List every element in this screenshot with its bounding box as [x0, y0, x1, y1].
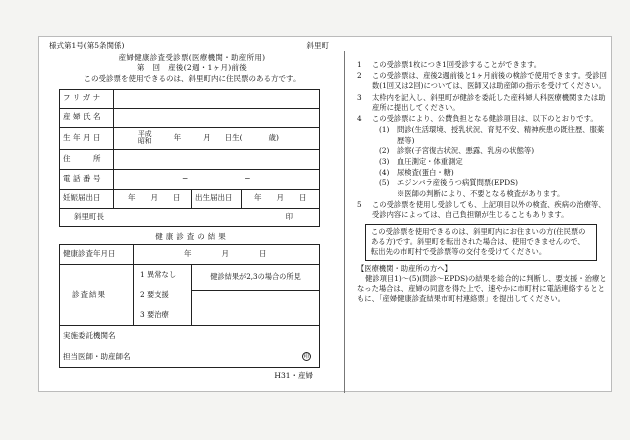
pregnancy-notice-date[interactable]: 年 月 日 [114, 190, 192, 208]
mayor-label: 斜里町長 [74, 211, 104, 221]
name-field[interactable] [114, 109, 319, 127]
row-furigana [60, 90, 319, 108]
doctor-seal-icon: 印 [303, 353, 310, 361]
row-exam-result [60, 264, 319, 325]
sub-item-4: (4) 尿検査(蛋白・糖) [379, 167, 454, 177]
exam-date-field[interactable]: 年 月 日 [184, 249, 267, 259]
birth-notice-date[interactable]: 年 月 日 [254, 193, 307, 203]
pregnancy-notice-label: 妊娠届出日 [60, 190, 114, 208]
item-2: 2 この受診票は、産後2週前後と1ヶ月前後の検診で使用できます。受診回数(1回又は2回)については、医師又は助産師の指示を受けてください。 [357, 71, 607, 91]
phone-dash-1: − [182, 173, 189, 183]
applicant-box [59, 89, 320, 227]
name-label: 産婦氏名 [60, 109, 114, 127]
phone-field[interactable] [114, 170, 319, 189]
doctor-label: 担当医師・助産師名 [63, 351, 131, 361]
item-5: 5 この受診票を使用し受診しても、上記項目以外の検査、疾病の治療等、受診内容によっては、自己負担額が生じることもあります。 [357, 199, 606, 219]
row-mayor [60, 208, 319, 226]
sub-item-2: (2) 診察(子宮復古状況、悪露、乳房の状態等) [379, 146, 535, 156]
furigana-label: フリガナ [60, 90, 114, 108]
sub-item-3: (3) 血圧測定・体重測定 [379, 156, 463, 166]
row-facility [60, 325, 319, 347]
findings-label: 健診結果が2,3の場合の所見 [192, 265, 319, 291]
dob-field[interactable] [114, 128, 319, 149]
option-normal[interactable]: 1 異常なし [140, 269, 177, 279]
item-4: 4 この受診票により、公費負担となる健診項目は、以下のとおりです。 [357, 114, 598, 124]
row-exam-date [60, 245, 319, 264]
right-panel [357, 60, 607, 304]
phone-dash-2: − [244, 173, 251, 183]
dob-label: 生年月日 [60, 128, 114, 149]
row-notices [60, 189, 319, 208]
left-panel [49, 41, 335, 387]
town-name: 斜里町 [306, 41, 329, 50]
row-name [60, 108, 319, 127]
birth-notice-label: 出生届出日 [192, 190, 242, 208]
address-field[interactable] [114, 150, 319, 169]
mayor-seal: 印 [285, 211, 293, 221]
phone-label: 電話番号 [60, 170, 114, 189]
result-options [134, 265, 192, 325]
dob-year: 年 [173, 132, 182, 142]
header-row [49, 41, 335, 51]
address-label: 住 所 [60, 150, 114, 169]
facility-label: 実施委託機関名 [63, 331, 116, 341]
exam-date-label: 健康診査年月日 [60, 245, 134, 264]
form-sheet [38, 36, 612, 392]
dob-day: 日生( [224, 132, 243, 142]
era-showa: 昭和 [138, 137, 152, 145]
row-doctor [60, 347, 319, 367]
dob-month: 月 [203, 132, 211, 142]
sub-note: ※医師の判断により、不要となる検査があります。 [397, 188, 565, 198]
form-number: 様式第1号(第5条関係) [49, 41, 125, 50]
doctor-field[interactable] [134, 347, 302, 367]
instructions-heading: 【医療機関・助産所の方へ】 [357, 263, 452, 273]
era-heisei: 平成 [138, 129, 152, 138]
intro-text: この受診票を使用できるのは、斜里町内に住民票のある方です。 [83, 74, 301, 84]
item-3: 3 太枠内を記入し、斜里町が健診を委託した産科婦人科医療機関または助産所に提出してください。 [357, 92, 606, 112]
round-line: 第 回 産後(2週・1ヶ月)前後 [136, 63, 248, 73]
instructions-text: 健診項目1)〜(5)(問診〜EPDS)の結果を総合的に判断し、要支援・治療となった場合は、産婦の同意を得た上で、速やかに市町村に電話連絡するとともに、「産婦健康診査結果市町村連絡票」を提出してください。 [357, 273, 607, 304]
sub-item-5: (5) エジンバラ産後うつ病質問票(EPDS) [379, 178, 518, 188]
option-treatment[interactable]: 3 要治療 [140, 309, 169, 319]
row-address [60, 149, 319, 169]
exam-box [59, 244, 320, 368]
exam-title: 健康診査の結果 [155, 231, 229, 241]
option-support[interactable]: 2 要支援 [140, 289, 169, 299]
sub-item-1: (1) 問診(生活環境、授乳状況、育児不安、精神疾患の既往歴、服薬歴等) [379, 125, 605, 145]
facility-field[interactable] [134, 326, 319, 347]
center-divider [344, 51, 345, 393]
result-label: 診査結果 [60, 265, 134, 325]
dob-age: 歳) [268, 132, 279, 142]
row-dob [60, 127, 319, 149]
furigana-field[interactable] [114, 90, 319, 108]
row-phone [60, 169, 319, 189]
item-1: 1 この受診票1枚につき1回受診することができます。 [357, 60, 542, 69]
form-title: 産婦健康診査受診票(医療機関・助産所用) [118, 53, 266, 63]
footer-code: H31・産婦 [274, 370, 313, 380]
findings-area[interactable] [192, 265, 319, 325]
residency-note: この受診票を使用できるのは、斜里町内にお住まいの方(住民票のある方)です。斜里町を転出された場合は、使用できませんので、転出先の市町村で受診票等の交付を受けてください。 [365, 224, 597, 261]
